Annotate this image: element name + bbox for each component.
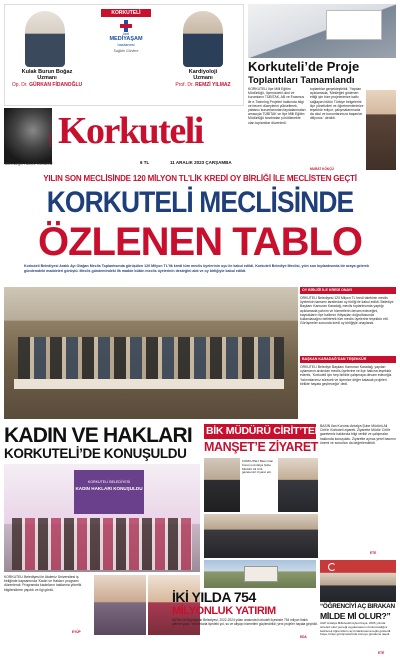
masthead-price: 6 TL [140, 160, 150, 165]
women-banner-small: KORKUTELİ BELEDİYESİ [87, 480, 131, 484]
cirit-photo-1 [204, 458, 240, 512]
doctor-right-photo [183, 11, 223, 67]
ataturk-portrait [4, 108, 52, 164]
hospital-ad [4, 4, 244, 106]
meeting-photo [248, 4, 396, 58]
ogrenci-headline-2: MİLDE Mİ OLUR?” [320, 611, 391, 621]
lead-sidebar [300, 287, 396, 419]
masthead-name: Korkuteli [58, 110, 203, 152]
cirit-headline-2: MANŞET’E ZİYARET [204, 440, 318, 454]
ogrenci-photo [320, 560, 396, 602]
left-prefix: Op. Dr. [11, 82, 28, 88]
hospital-top: özel [122, 32, 130, 36]
invest-photo [204, 560, 316, 588]
masthead-motto: 'Gücendeğer Hizmeti Tek Adresi' [4, 162, 53, 166]
left-doctor-caption [7, 69, 87, 88]
ad-logo: KORKUTELİ [101, 9, 151, 17]
invest-body: ANTALYA Büyükşehir Belediyesi, 2022-2024 yılları arasında Korkuteli ilçesinde 754 milyon liralık yatırım yaptı. Yatırımlarla ilçedeki yol, su ve altyapı hizmetleri güçlendirildi; yeni projeler hayata geçirildi. [172, 618, 318, 626]
women-group [12, 518, 192, 570]
sidebar-text-1: ORKUTELİ Belediyesi 120 Milyon TL kredi talebinin meclis üyelerinin tamamı tarafından oy birliği ile kabul edildi. Belediye Başkanı Kamuran Karadağ, meclis toplantısında yaptığı açıklamada yatırım ve hizmetlerin devam edeceğini, kaynakların ilçe halkının ihtiyaçları doğrultusunda kullanılacağını belirterek tüm meclis üyelerine teşekkür etti. Görüşmeler sonunda kredi oy birliğiyle onaylandı. [300, 296, 394, 326]
turkish-flag-crescent-icon [328, 563, 336, 571]
right-title: Kardiyoloji [188, 69, 218, 75]
side-headline-2: Toplantıları Tamamlandı [248, 74, 355, 85]
projection-screen [326, 10, 382, 40]
ogrenci-headline-1: “ÖĞRENCİYİ AÇ BIRAKAN [320, 603, 395, 610]
lead-kicker: YILIN SON MECLİSİNDE 120 MİLYON TL’LİK KREDİ OY BİRLİĞİ İLE MECLİSTEN GEÇTİ [43, 174, 357, 183]
invest-headline-2: MİLYONLUK YATIRIM [172, 605, 276, 617]
hospital-name: MEDİYAŞAM [109, 36, 143, 42]
cirit-body: KORKUTELİ Basın İlan Kurumu Antalya Şube Müdürü Ali Cirit, gazetemizi ziyaret etti. [242, 460, 274, 475]
slogan: Sağlıklı Günlere [113, 49, 139, 53]
hospital-cross-icon [120, 20, 132, 32]
council-photo [4, 287, 298, 419]
sidebar-tag-1: OY BİRLİĞİ İLE KREDİ ONAYI [300, 287, 396, 294]
council-table [14, 379, 284, 389]
women-body: KORKUTELİ Belediyesi ile Akdeniz Üniversitesi iş birliğinde kapsamında 'Kadın ve Hakları' programı düzenlendi. Programda kadınların haklarına yönelik bilgilendirme yapıldı ve ilgi gördü. [4, 575, 82, 592]
cirit-photo-2 [278, 458, 318, 512]
ogrenci-body: CHP Antalya Milletvekili Aykut Kaya, 2025 yılında ücretsiz okul yemeği uygulamasının bulunmadığını belirterek öğrencilerin aç bırakılmasına tepki gösterdi. Kaya, bütçe görüşmelerinde konuyu gündeme taşıdı. [320, 622, 392, 637]
women-photo-small-1 [94, 575, 146, 635]
side-byline: MURAT KÖKÇÜ [310, 167, 334, 171]
cirit-byline: ETE [370, 551, 377, 555]
right-doctor-caption [161, 69, 245, 88]
sidebar-text-2: ORKUTELİ Belediye Başkanı Kamuran Karadağ, yapılan oylamanın ardından meclis üyelerine ve ilçe halkına teşekkür ederek, 'Korkuteli için hep birlikte çalışmaya devam edeceğiz. Yatırımlarımız sürecek ve ilçemize değer katacak projeleri birlikte hayata geçireceğiz' dedi. [300, 365, 393, 386]
women-headline-1: KADIN VE HAKLARI [4, 424, 192, 447]
cirit-headline-1: BİK MÜDÜRÜ CİRİT’TEN [206, 425, 322, 437]
hospital-word: hastanesi [117, 42, 135, 47]
side-story [248, 4, 396, 199]
doctor-left-photo [25, 11, 65, 67]
lead-headline-1: KORKUTELİ MECLİSİNDE [46, 186, 354, 219]
women-photo [4, 464, 200, 572]
masthead-date: 11 ARALIK 2023 ÇARŞAMBA [170, 160, 232, 165]
left-title: Kulak Burun Boğaz [21, 69, 73, 75]
right-name: REMZİ YILMAZ [195, 82, 231, 88]
invest-building [244, 566, 278, 582]
masthead [4, 108, 246, 170]
gazetesi-label: GAZETESİ [48, 132, 52, 148]
lead-body: Korkuteli Belediyesi Aralık Ayı Olağan Meclis Toplantısında görüşülen 120 Milyon TL’lik kredi tüm meclis üyelerinin oyu ile kabul edildi. Korkuteli Belediye Meclisi, yılın son toplantısında bir araya gelerek gündemdeki maddeleri görüştü. Meclis gündemindeki ilk madde bütün meclis üyelerinin desteğini aldı ve oy birliğiyle kabul edildi. [24, 264, 370, 273]
lead-headline-2: ÖZLENEN TABLO [37, 220, 362, 264]
invest-byline: EDA [300, 635, 307, 639]
left-name: GÜRKAN FİDANOĞLU [29, 82, 83, 88]
cirit-col: BASIN İlan Kurumu Antalya Şube Müdürü Ali Cirit'in Korkuteli ziyareti. Ziyarette Müdür Cirit'e gazetemiz hakkında bilgi verildi ve çalışmalar hakkında konuşuldu. Ziyarette ayrıca yerel basının önemi ve sorunları da değerlendirildi. [320, 424, 396, 445]
cirit-photo-3 [204, 514, 318, 558]
ogrenci-byline: ETE [378, 651, 385, 655]
side-col1: KORKUTELİ İlçe Milli Eğitim Müdürlüğü, İlçemizdeki okul ve kurumların TÜBİTAK, AB ve Erasmus ile e-Twinning Projeleri hakkında bilgi ve beceri düzeylerini yükseltmek, yabancı kurumlarından faydalanmaları amacıyla TÜBİTAK ve İlçe Milli Eğitim Müdürlüğü tarafından yürütülmekte olan toplantılar düzenledi. [248, 87, 306, 125]
left-role: Uzmanı [37, 75, 57, 81]
woman-photo [366, 90, 396, 170]
sidebar-tag-2: BAŞKAN KARADAĞ’DAN TEŞEKKÜR [300, 356, 396, 363]
side-headline-1: Korkuteli’de Proje [248, 59, 360, 74]
women-banner-large: KADIN HAKLARI KONUŞULDU [75, 486, 143, 491]
council-members [18, 337, 284, 379]
women-banner [74, 470, 144, 514]
side-col2: toplantılar gerçekleştirildi. 'Yapılan açıklamada, 'Mesleğini güdenen ettiği için bize projelerimize katkı sağlayan bütün Türkiye belgelerini ilçe yöneticileri ve öğretmenlerimize teşekkür ediyor, çalışmalarımızda da okul ve kurumlarımıza başarılar diliyoruz.' denildi. [310, 87, 364, 121]
women-byline: EYÜP [72, 630, 81, 634]
ad-logo-box [101, 9, 151, 57]
women-headline-2: KORKUTELİ’DE KONUŞULDU [4, 446, 187, 461]
invest-headline-1: İKİ YILDA 754 [172, 589, 256, 605]
right-role: Uzmanı [193, 75, 213, 81]
right-prefix: Prof. Dr. [175, 82, 194, 88]
